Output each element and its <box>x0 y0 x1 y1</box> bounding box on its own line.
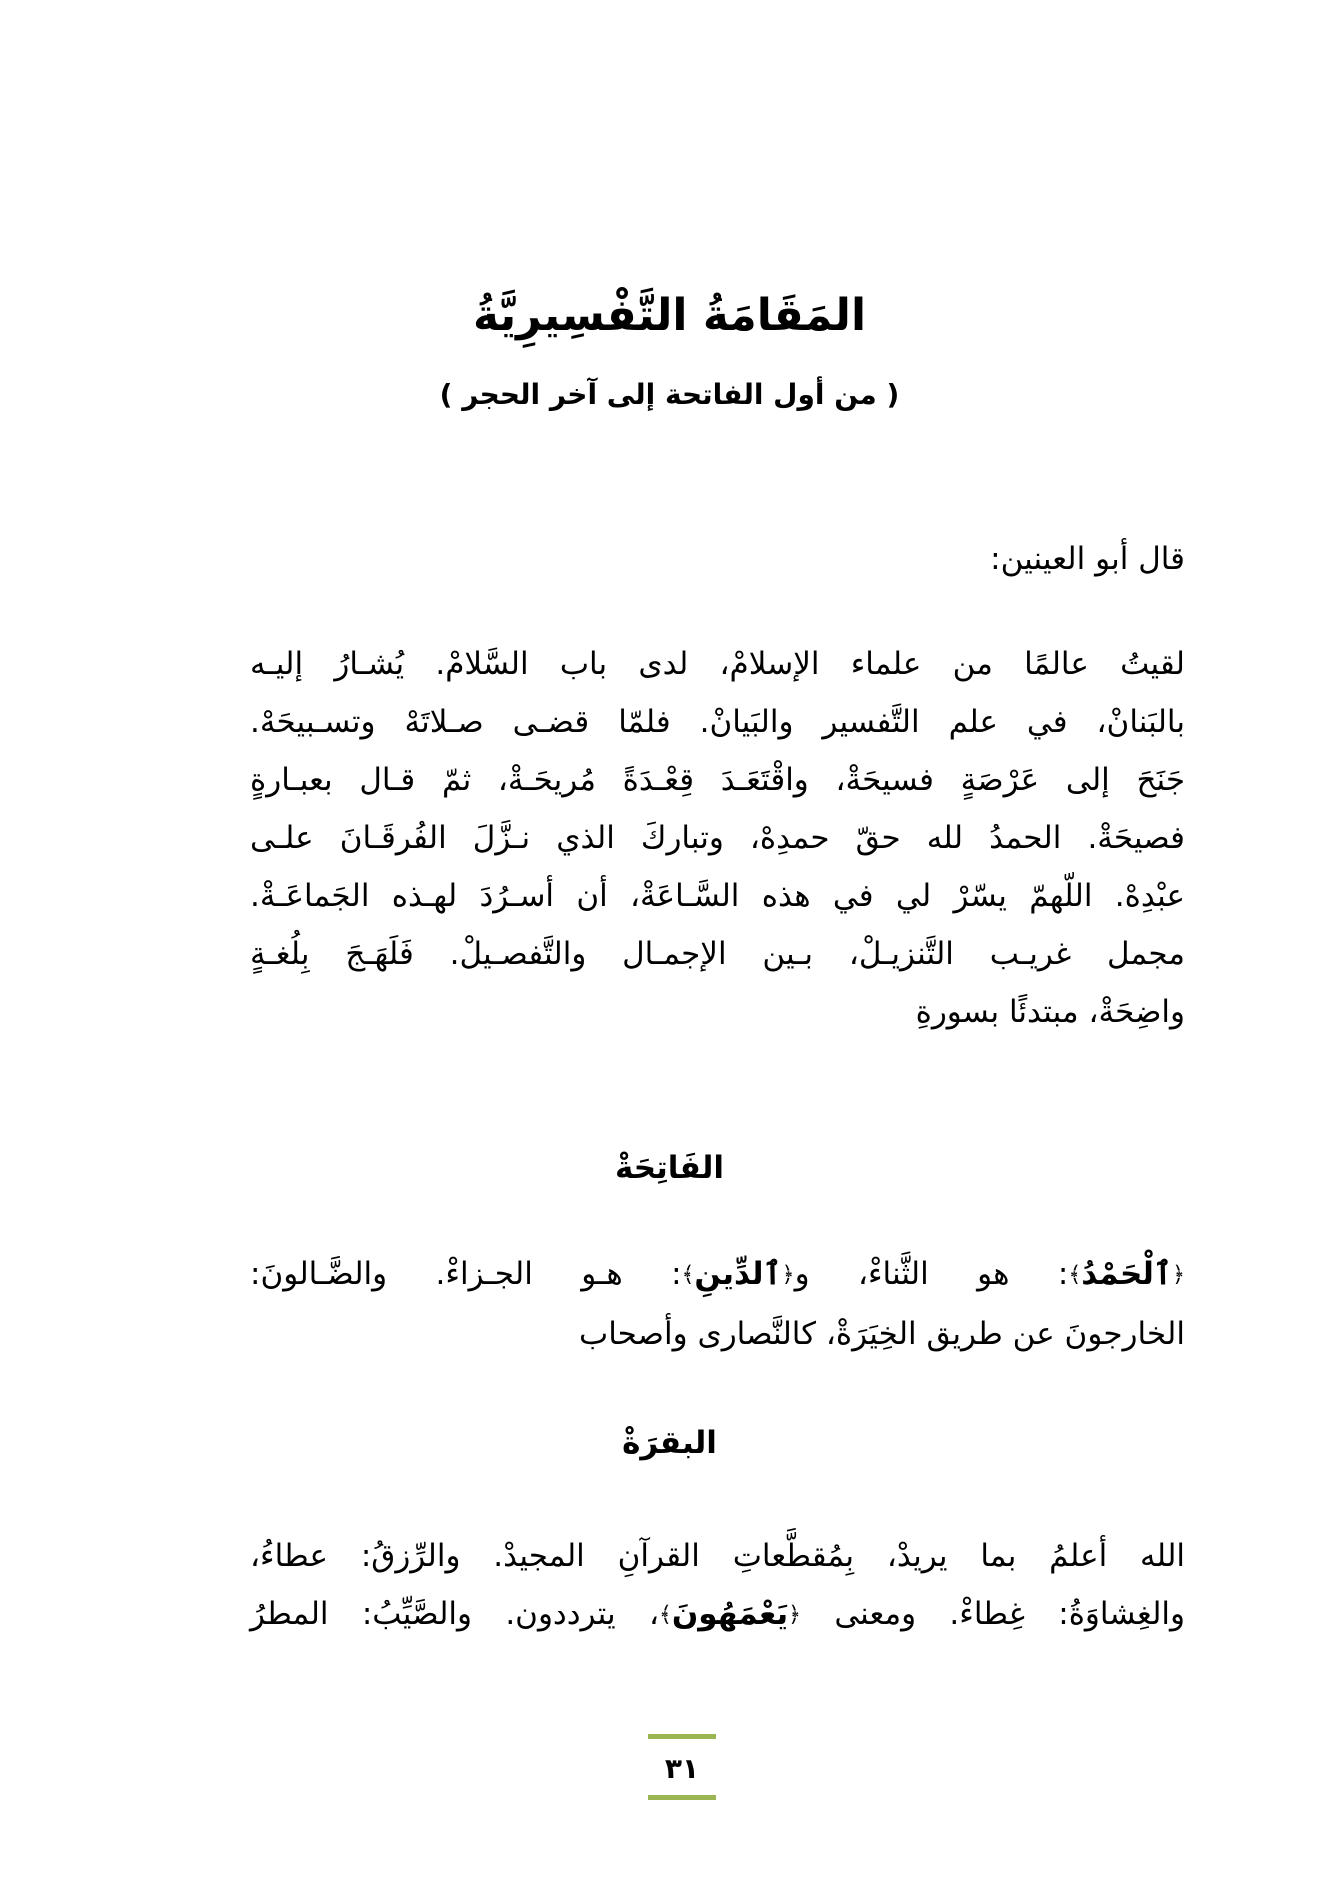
text-line: واضِحَةْ، مبتدئًا بسورةِ <box>915 994 1185 1030</box>
intro-line <box>250 530 1185 588</box>
paragraph-opening <box>250 635 1185 1041</box>
quran-word: ٱلدِّينِ <box>694 1256 782 1292</box>
quran-bracket-close-icon: ﴾ <box>1068 1262 1082 1288</box>
text-line: الخارجونَ عن طريق الخِيَرَةْ، كالنَّصارى وأصحاب <box>579 1315 1185 1352</box>
section-heading-fatiha: الفَاتِحَةْ <box>615 1150 724 1186</box>
paragraph-baqara <box>250 1527 1185 1645</box>
page-number-rule-bottom <box>648 1795 716 1800</box>
page-subtitle: ( من أول الفاتحة إلى آخر الحجر ) <box>439 378 900 411</box>
text-line: لقيتُ عالمًا من علماء الإسلامْ، لدى باب السَّلامْ. يُشـارُ إليـه <box>250 646 1185 682</box>
text-line: عبْدِهْ. اللّهمّ يسّرْ لي في هذه السَّـاعَةْ، أن أسـرُدَ لهـذه الجَماعَـةْ. <box>250 878 1185 914</box>
quran-bracket-close-icon: ﴾ <box>681 1262 695 1288</box>
quran-bracket-open-icon: ﴿ <box>788 1602 802 1628</box>
quran-bracket-open-icon: ﴿ <box>1172 1262 1185 1288</box>
section-heading-baqara: البقرَةْ <box>622 1425 717 1461</box>
text-line: مجمل غريـب التَّنزيـلْ، بـين الإجمـال والتَّفصـيلْ. فَلَهَـجَ بِلُغـةٍ <box>250 936 1185 972</box>
intro-text: قال أبو العينين: <box>990 541 1185 577</box>
text-run: : هو الثَّناءْ، و <box>794 1256 1069 1292</box>
text-run: ، يترددون. والصَّيِّبُ: المطرُ <box>250 1596 659 1632</box>
quran-bracket-close-icon: ﴾ <box>658 1602 672 1628</box>
text-run: والغِشاوَةُ: غِطاءْ. ومعنى <box>801 1596 1185 1632</box>
text-line <box>250 1585 1185 1645</box>
page-number: ٣١ <box>664 1752 700 1785</box>
text-line: فصيحَةْ. الحمدُ لله حقّ حمدِهْ، وتباركَ الذي نـزَّلَ الفُرقَـانَ علـى <box>250 820 1185 856</box>
text-run: : هـو الجـزاءْ. والضَّـالونَ: <box>250 1256 682 1292</box>
quran-bracket-open-icon: ﴿ <box>781 1262 795 1288</box>
page-title: المَقَامَةُ التَّفْسِيرِيَّةُ <box>472 290 867 341</box>
paragraph-fatiha <box>250 1245 1185 1363</box>
quran-word: ٱلْحَمْدُ <box>1081 1256 1173 1292</box>
text-line: بالبَنانْ، في علم التَّفسير والبَيانْ. فلمّا قضـى صـلاتَهْ وتسـبيحَهْ. <box>250 704 1185 740</box>
text-line: الله أعلمُ بما يريدْ، بِمُقطَّعاتِ القرآنِ المجيدْ. والرِّزقُ: عطاءُ، <box>250 1538 1185 1574</box>
quran-word: يَعْمَهُونَ <box>671 1596 789 1632</box>
text-line <box>250 1245 1185 1305</box>
text-line: جَنَحَ إلى عَرْصَةٍ فسيحَةْ، واقْتَعَـدَ قِعْـدَةً مُريحَـةْ، ثمّ قـال بعبـارةٍ <box>250 762 1185 798</box>
page-number-rule-top <box>648 1734 716 1739</box>
